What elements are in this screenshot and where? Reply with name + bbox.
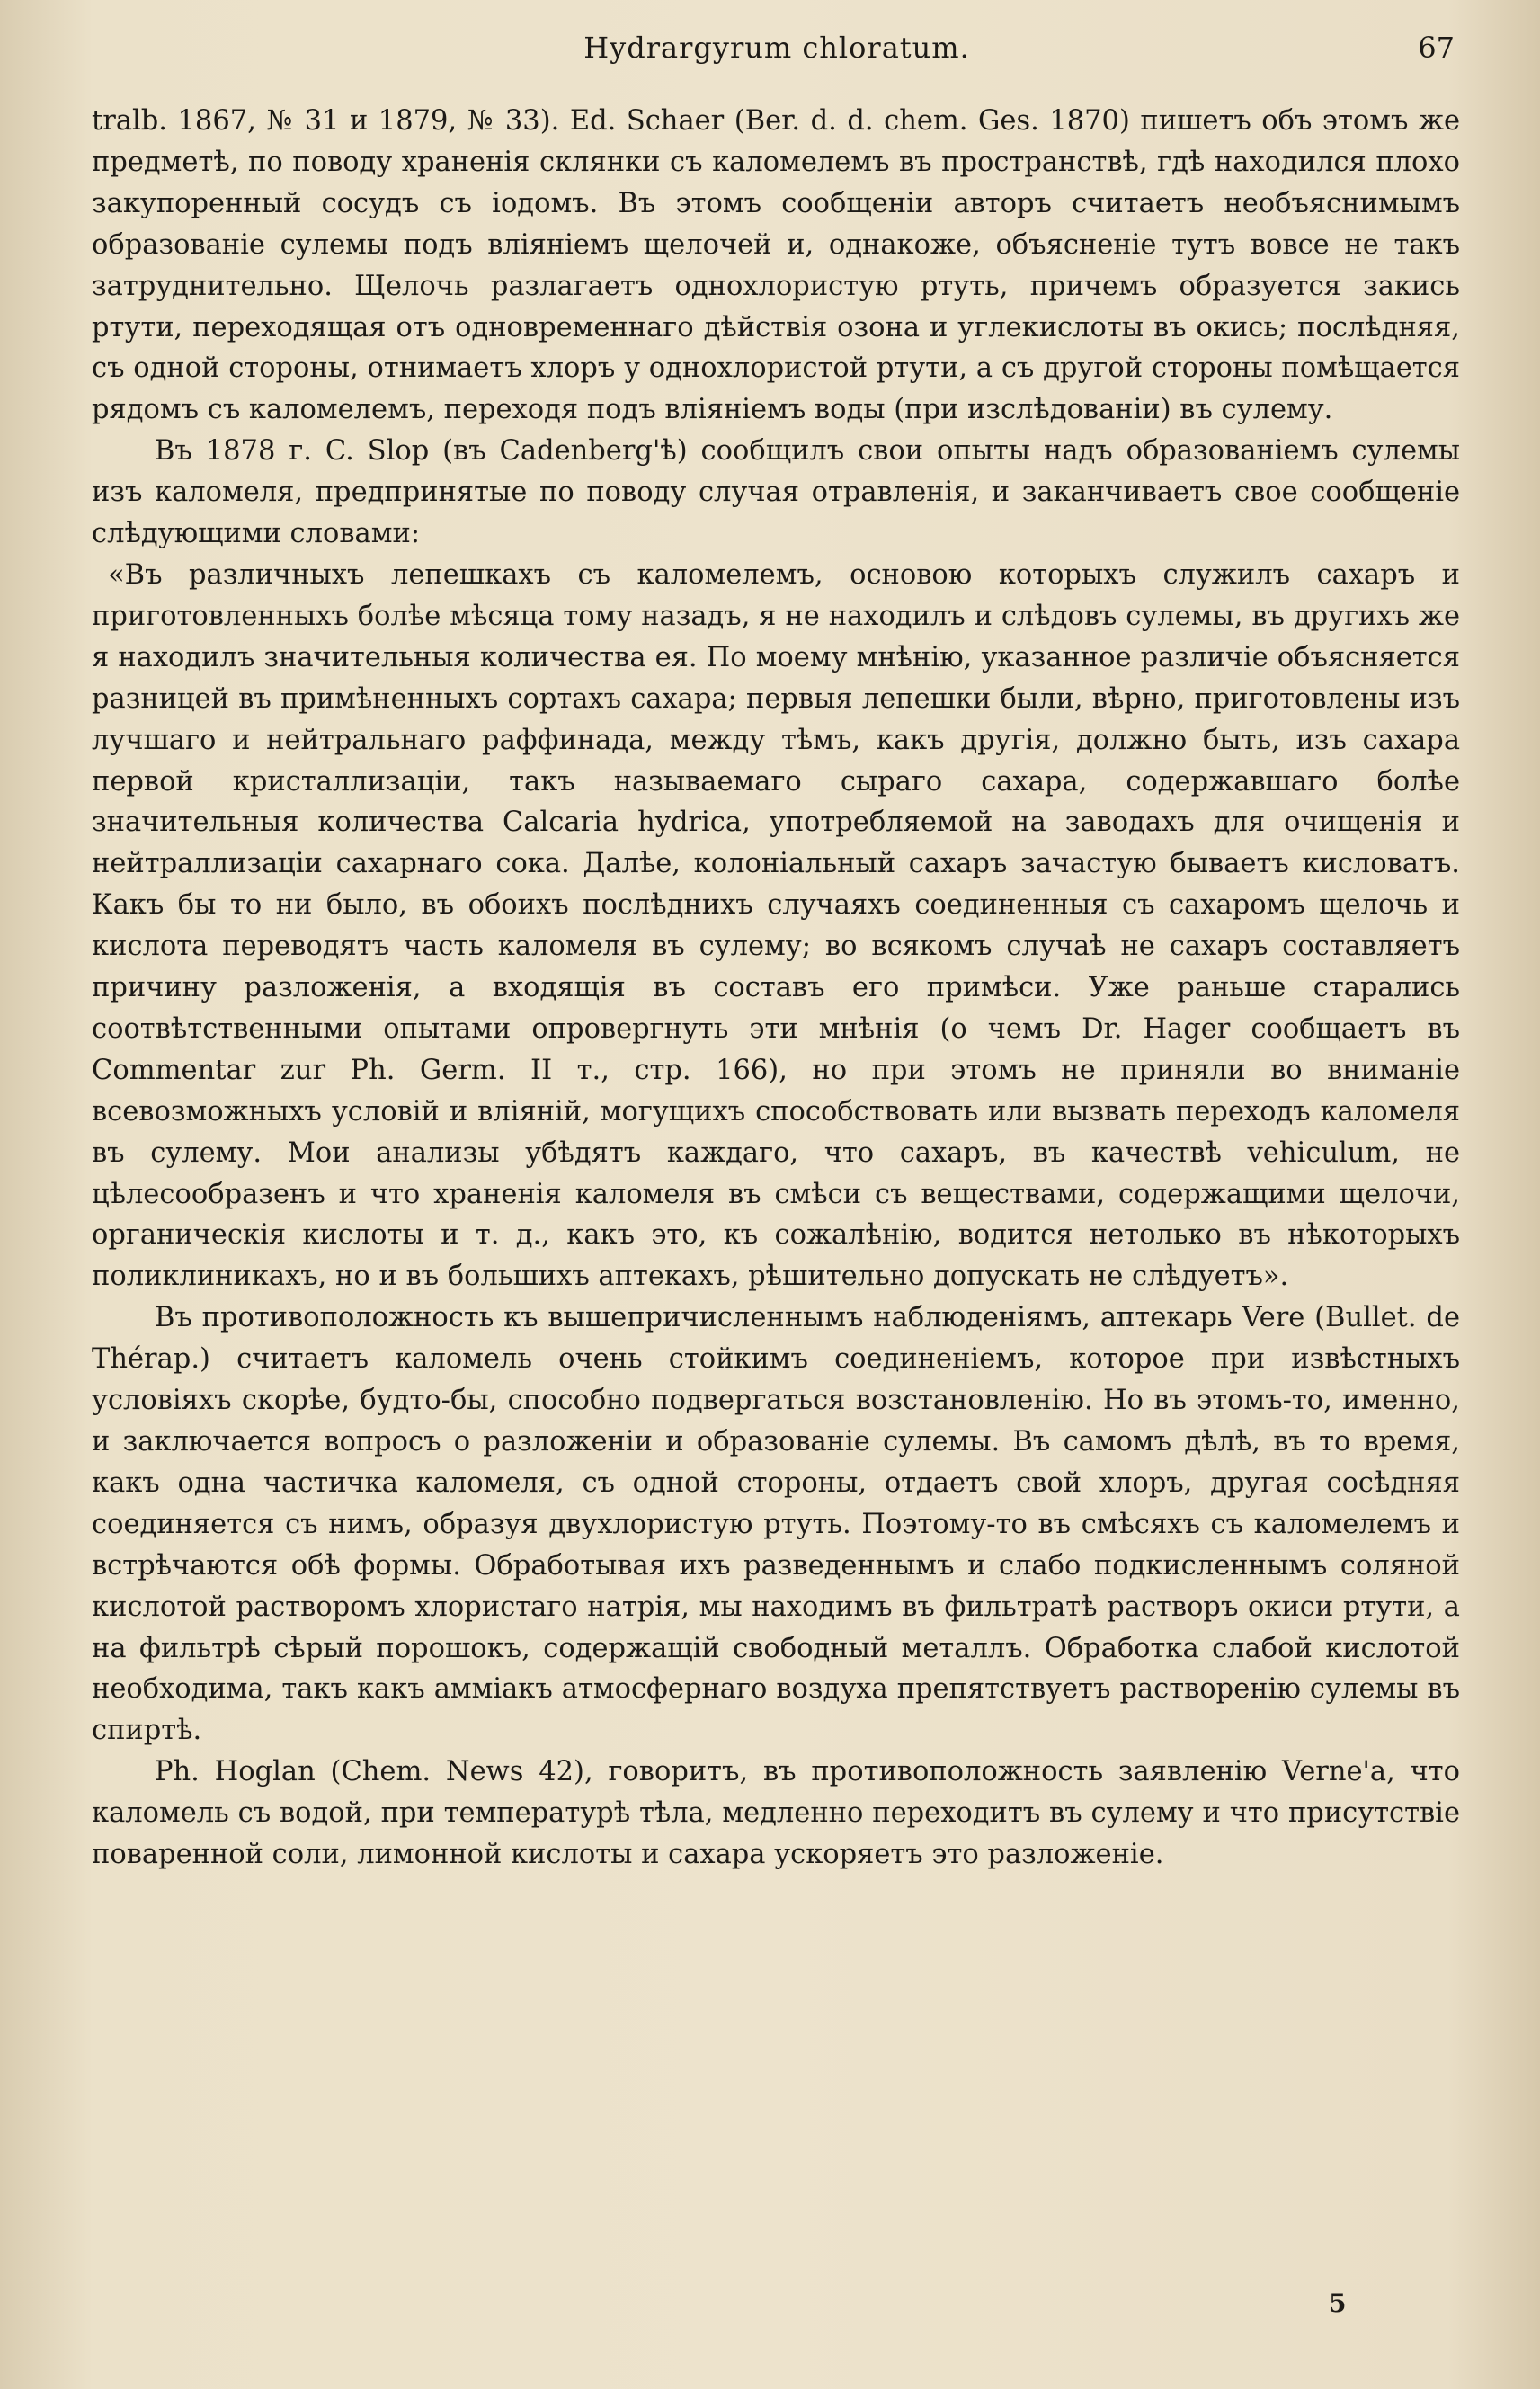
paragraph-slop-quote: «Въ различныхъ лепешкахъ съ каломелемъ, основою которыхъ служилъ сахаръ и приготовленныхъ болѣе мѣсяца тому назадъ, я не находилъ и слѣдовъ сулемы, въ другихъ же я находилъ значительныя количества ея. По моему мнѣнію, указанное различіе объясняется разницей въ примѣненныхъ сортахъ сахара; первыя лепешки были, вѣрно, приготовлены изъ лучшаго и нейтральнаго раффинада, между тѣмъ, какъ другія, должно быть, изъ сахара первой кристаллизаціи, такъ называемаго сыраго сахара, содержавшаго болѣе значительныя количества Calcaria hydrica, употребляемой на заводахъ для очищенія и нейтраллизаціи сахарнаго сока. Далѣе, колоніальный сахаръ зачастую бываетъ кисловатъ. Какъ бы то ни было, въ обоихъ послѣднихъ случаяхъ соединенныя съ сахаромъ щелочь и кислота переводятъ часть каломеля въ сулему; во всякомъ случаѣ не сахаръ составляетъ причину разложенія, а входящія въ составъ его примѣси. Уже раньше старались соотвѣтственными опытами опровергнуть эти мнѣнія (о чемъ Dr. Hager сообщаетъ въ Commentar zur Ph. Germ. II т., стр. 166), но при этомъ не приняли во вниманіе всевозможныхъ условій и вліяній, могущихъ способствовать или вызвать переходъ каломеля въ сулему. Мои анализы убѣдятъ каждаго, что сахаръ, въ качествѣ vehiculum, не цѣлесообразенъ и что храненія каломеля въ смѣси съ веществами, содержащими щелочи, органическія кислоты и т. д., какъ это, къ сожалѣнію, водится нетолько въ нѣкоторыхъ поликлиникахъ, но и въ большихъ аптекахъ, рѣшительно допускать не слѣдуетъ». [92,558,1460,1293]
paragraph-vere: Въ противоположность къ вышепричисленнымъ наблюденіямъ, аптекарь Vere (Bullet. de Thérap.) считаетъ каломель очень стойкимъ соединеніемъ, которое при извѣстныхъ условіяхъ скорѣе, будто-бы, способно подвергаться возстановленію. Но въ этомъ-то, именно, и заключается вопросъ о разложеніи и образованіе сулемы. Въ самомъ дѣлѣ, въ то время, какъ одна частичка каломеля, съ одной стороны, отдаетъ свой хлоръ, другая сосѣдняя соединяется съ нимъ, образуя двухлористую ртуть. Поэтому-то въ смѣсяхъ съ каломелемъ и встрѣчаются обѣ формы. Обработывая ихъ разведеннымъ и слабо подкисленнымъ соляной кислотой растворомъ хлористаго натрія, мы находимъ въ фильтратѣ растворъ окиси ртути, а на фильтрѣ сѣрый порошокъ, содержащій свободный металлъ. Обработка слабой кислотой необходима, такъ какъ амміакъ атмосфернаго воздуха препятствуетъ растворенію сулемы въ спиртѣ. [92,1302,1460,1747]
paragraph-schaer: tralb. 1867, № 31 и 1879, № 33). Ed. Schaer (Ber. d. d. chem. Ges. 1870) пишетъ объ этомъ же предметѣ, по поводу храненія склянки съ каломелемъ въ пространствѣ, гдѣ находился плохо закупоренный сосудъ съ іодомъ. Въ этомъ сообщеніи авторъ считаетъ необъяснимымъ образованіе сулемы подъ вліяніемъ щелочей и, однакоже, объясненіе тутъ вовсе не такъ затруднительно. Щелочь разлагаетъ однохлористую ртуть, причемъ образуется закись ртути, переходящая отъ одновременнаго дѣйствія озона и углекислоты въ окись; послѣдняя, съ одной стороны, отнимаетъ хлоръ у однохлористой ртути, а съ другой стороны помѣщается рядомъ съ каломелемъ, переходя подъ вліяніемъ воды (при изслѣдованіи) въ сулему. [92,105,1460,426]
body-text [92,101,1460,1876]
page-number: 67 [1418,31,1455,65]
printer-signature-mark: 5 [1329,2288,1347,2318]
running-head [90,25,1464,70]
paragraph-slop-intro: Въ 1878 г. C. Slop (въ Cadenberg'ѣ) сообщилъ свои опыты надъ образованіемъ сулемы изъ каломеля, предпринятые по поводу случая отравленія, и заканчиваетъ свое сообщеніе слѣдующими словами: [92,435,1460,550]
paragraph-hoglan: Ph. Hoglan (Chem. News 42), говоритъ, въ противоположность заявленію Verne'a, что каломель съ водой, при температурѣ тѣла, медленно переходитъ въ сулему и что присутствіе поваренной соли, лимонной кислоты и сахара ускоряетъ это разложеніе. [92,1756,1460,1871]
running-title: Hydrargyrum chloratum. [583,31,970,65]
